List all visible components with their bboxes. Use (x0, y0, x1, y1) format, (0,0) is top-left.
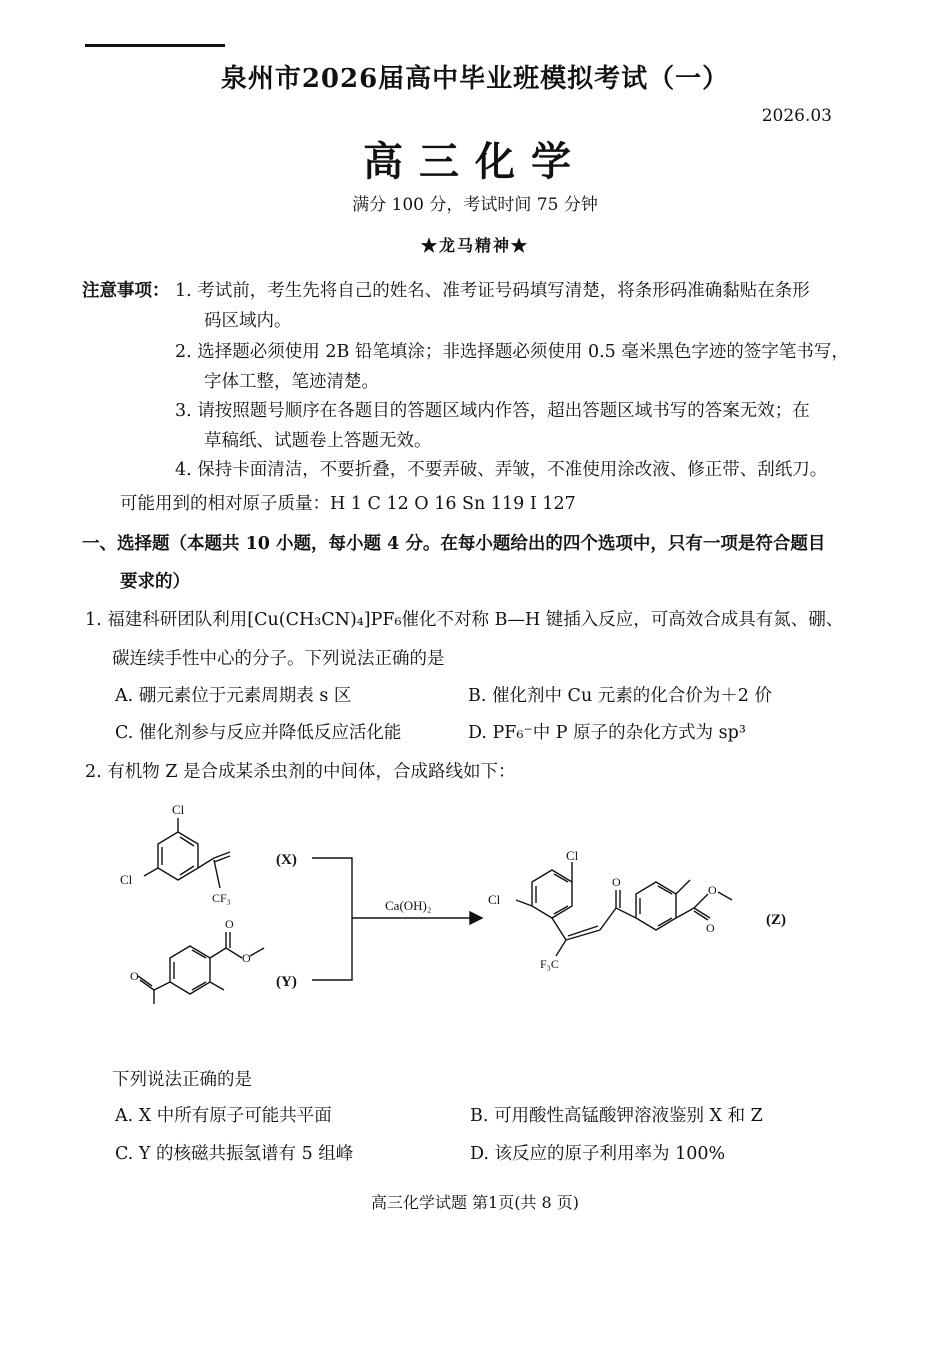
q2-option-b: B. 可用酸性高锰酸钾溶液鉴别 X 和 Z (470, 1106, 763, 1126)
molecule-x (144, 818, 230, 888)
notice-label: 注意事项： (82, 281, 170, 301)
q1-option-b: B. 催化剂中 Cu 元素的化合价为＋2 价 (468, 686, 772, 706)
q2-prompt: 下列说法正确的是 (112, 1070, 252, 1090)
notice-item-1: 1. 考试前，考生先将自己的姓名、准考证号码填写清楚，将条形码准确黏贴在条形 (175, 281, 810, 301)
exam-title: 泉州市2026届高中毕业班模拟考试（一） (220, 64, 730, 94)
notice-item-3: 3. 请按照题号顺序在各题目的答题区域内作答，超出答题区域书写的答案无效；在 (175, 401, 810, 421)
q1-option-c: C. 催化剂参与反应并降低反应活化能 (115, 723, 402, 743)
notice-item-3-cont: 草稿纸、试题卷上答题无效。 (204, 431, 432, 451)
x-cl-top: Cl (172, 802, 185, 817)
notice-item-2-cont: 字体工整，笔迹清楚。 (204, 372, 379, 392)
reaction-scheme (100, 790, 860, 1030)
z-ketone-o: O (612, 875, 621, 889)
z-ester-o: O (708, 883, 717, 897)
q1-stem: 1. 福建科研团队利用[Cu(CH₃CN)₄]PF₆催化不对称 B—H 键插入反应，可高效合成具有氮、硼、 (85, 610, 844, 630)
exam-date: 2026.03 (761, 106, 832, 126)
q1-option-d: D. PF₆⁻中 P 原子的杂化方式为 sp³ (468, 723, 746, 743)
molecule-y (138, 932, 264, 1004)
notice-item-4: 4. 保持卡面清洁，不要折叠，不要弄破、弄皱，不准使用涂改液、修正带、刮纸刀。 (175, 460, 828, 480)
x-cf3: CF₃ (212, 891, 231, 905)
z-f3c: F₃C (540, 957, 559, 971)
q1-option-a: A. 硼元素位于元素周期表 s 区 (115, 686, 352, 706)
label-z: (Z) (766, 912, 786, 928)
z-carbonyl-o: O (706, 921, 715, 935)
subject-title: 高三化学 (363, 138, 587, 185)
motto: ★龙马精神★ (420, 236, 529, 255)
label-x: (X) (276, 852, 297, 868)
q2-stem: 2. 有机物 Z 是合成某杀虫剂的中间体，合成路线如下： (85, 762, 516, 782)
z-cl-top: Cl (566, 848, 579, 863)
section-heading: 一、选择题（本题共 10 小题，每小题 4 分。在每小题给出的四个选项中，只有一项是符合题目 (82, 534, 826, 554)
q2-option-d: D. 该反应的原子利用率为 100% (470, 1144, 726, 1164)
y-ketone-o: O (130, 969, 139, 983)
notice-item-1-cont: 码区域内。 (204, 311, 292, 331)
q2-option-c: C. Y 的核磁共振氢谱有 5 组峰 (115, 1144, 354, 1164)
page-footer: 高三化学试题 第1页(共 8 页) (370, 1193, 580, 1212)
q2-option-a: A. X 中所有原子可能共平面 (115, 1106, 332, 1126)
label-y: (Y) (276, 974, 297, 990)
arrow-head (470, 912, 482, 924)
top-rule (85, 44, 225, 47)
y-carbonyl-o: O (225, 917, 234, 931)
molecule-z (516, 862, 732, 956)
y-ester-o: O (242, 951, 251, 965)
exam-meta: 满分 100 分，考试时间 75 分钟 (352, 195, 598, 215)
section-heading-cont: 要求的） (120, 572, 190, 592)
q1-stem-cont: 碳连续手性中心的分子。下列说法正确的是 (112, 649, 445, 669)
atomic-mass-note: 可能用到的相对原子质量：H 1 C 12 O 16 Sn 119 I 127 (120, 494, 576, 514)
x-cl-left: Cl (120, 872, 133, 887)
reagent-label: Ca(OH)₂ (385, 898, 432, 913)
merge-bracket (312, 858, 352, 980)
notice-item-2: 2. 选择题必须使用 2B 铅笔填涂；非选择题必须使用 0.5 毫米黑色字迹的签字笔书写， (175, 342, 849, 362)
z-cl-left: Cl (488, 892, 501, 907)
